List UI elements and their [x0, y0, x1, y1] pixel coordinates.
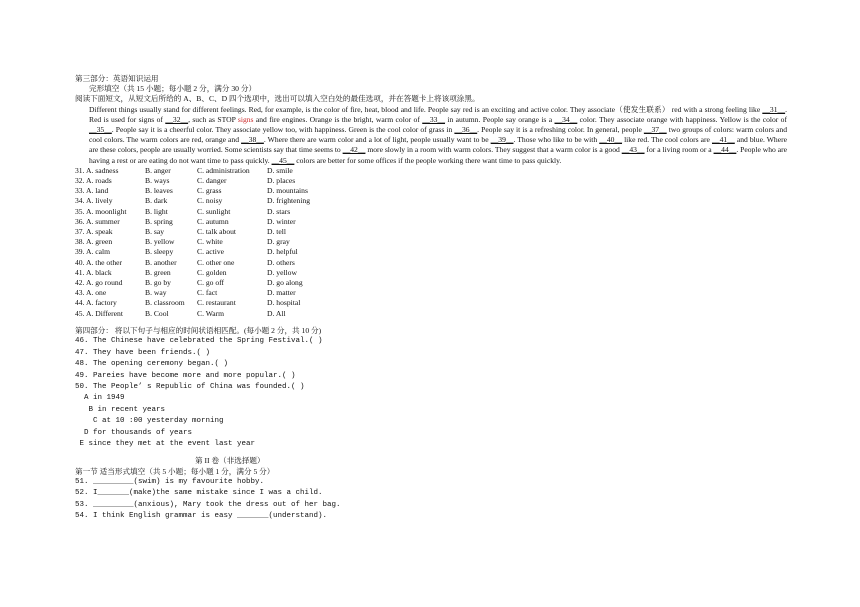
option-cell: B. another — [145, 257, 177, 267]
option-cell: 39. A. calm — [75, 247, 111, 257]
option-row — [75, 288, 357, 298]
passage-text: . Those who like to be with — [513, 135, 600, 145]
option-cell: B. green — [145, 267, 171, 277]
option-cell: 43. A. one — [75, 288, 107, 298]
option-cell: 40. A. the other — [75, 257, 123, 267]
fill-in-item: 51. _________(swim) is my favourite hobby. — [75, 477, 265, 486]
option-cell: D. gray — [267, 237, 290, 247]
part4-section — [75, 325, 787, 450]
option-cell: B. classroom — [145, 298, 185, 308]
option-row — [75, 196, 357, 206]
cloze-blank: __42__ — [342, 145, 366, 155]
cloze-blank: __41__ — [712, 135, 735, 145]
cloze-blank: __31__ — [762, 104, 786, 114]
option-cell: D. matter — [267, 288, 296, 298]
matching-choice: A in 1949 — [75, 394, 125, 403]
option-cell: 35. A. moonlight — [75, 206, 127, 216]
option-cell: C. grass — [197, 186, 222, 196]
option-row — [75, 309, 357, 319]
option-cell: B. yellow — [145, 237, 175, 247]
option-cell: B. sleepy — [145, 247, 174, 257]
option-row — [75, 217, 357, 227]
option-row — [75, 186, 357, 196]
option-row — [75, 268, 357, 278]
passage-text: . Red is used for signs of — [89, 104, 787, 124]
cloze-passage — [75, 105, 787, 166]
option-cell: D. hospital — [267, 298, 301, 308]
option-cell: D. helpful — [267, 247, 298, 257]
matching-sentence: 49. Pareies have become more and more popular.( ) — [75, 371, 296, 380]
option-cell: C. autumn — [197, 216, 229, 226]
option-cell: D. go along — [267, 278, 303, 288]
option-row — [75, 298, 357, 308]
highlighted-word: signs — [237, 114, 254, 124]
option-cell: D. mountains — [267, 186, 308, 196]
option-cell: 37. A. speak — [75, 227, 113, 237]
option-cell: C. sunlight — [197, 206, 231, 216]
option-cell: 42. A. go round — [75, 278, 123, 288]
passage-text: like red. The cool colors are — [622, 135, 712, 145]
volume2-section1: 第一节 适当形式填空（共 5 小题；每小题 1 分，满分 5 分） — [75, 466, 275, 476]
option-row — [75, 207, 357, 217]
option-cell: C. Warm — [197, 308, 225, 318]
cloze-blank: __36__ — [454, 125, 478, 135]
option-row — [75, 258, 357, 268]
passage-text: . People say it is a refreshing color. In general, people — [477, 125, 644, 135]
option-cell: 45. A. Different — [75, 308, 123, 318]
cloze-blank: __39__ — [490, 135, 514, 145]
option-cell: 44. A. factory — [75, 298, 117, 308]
option-cell: B. light — [145, 206, 168, 216]
option-cell: C. go off — [197, 278, 225, 288]
option-cell: 41. A. black — [75, 267, 112, 277]
option-cell: D. stars — [267, 206, 291, 216]
cloze-blank: __34__ — [554, 114, 578, 124]
volume2-title: 第 II 卷（非选择题） — [195, 456, 265, 466]
option-cell: B. anger — [145, 165, 171, 175]
option-cell: D. tell — [267, 227, 286, 237]
option-cell: D. All — [267, 308, 286, 318]
matching-sentence: 50. The People’ s Republic of China was founded.( ) — [75, 382, 305, 391]
matching-sentence: 46. The Chinese have celebrated the Spring Festival.( ) — [75, 337, 323, 346]
option-cell: C. white — [197, 237, 223, 247]
matching-choice: E since they met at the event last year — [75, 439, 256, 448]
cloze-blank: __38__ — [241, 135, 264, 145]
option-cell: B. Cool — [145, 308, 169, 318]
option-cell: D. frightening — [267, 196, 311, 206]
passage-text: color. They associate orange with happiness. Yellow is the color of — [577, 114, 788, 124]
part4-heading: 第四部分： 将以下句子与相应的时间状语相匹配。(每小题 2 分，共 10 分) — [75, 325, 322, 335]
option-cell: 34. A. lively — [75, 196, 113, 206]
option-cell: 31. A. sadness — [75, 165, 119, 175]
cloze-blank: __43__ — [621, 145, 645, 155]
passage-text: and blue. Where are these colors, people are usually worried. Some scientists say that time seems to — [89, 135, 787, 155]
option-cell: B. go by — [145, 278, 171, 288]
option-row — [75, 227, 357, 237]
option-row — [75, 237, 357, 247]
option-cell: C. noisy — [197, 196, 223, 206]
exam-page — [75, 74, 787, 522]
passage-text: in autumn. People say orange is a — [445, 114, 555, 124]
part3-heading: 第三部分：英语知识运用 — [75, 74, 159, 83]
option-cell: 33. A. land — [75, 186, 109, 196]
option-cell: D. yellow — [267, 267, 297, 277]
matching-choice: B in recent years — [75, 405, 166, 414]
passage-text: . Where there are warm color and a lot of light, people usually want to be — [263, 135, 491, 145]
passage-text: colors are better for some offices if the people working there want time to pass quickly. — [294, 155, 562, 165]
option-row — [75, 176, 357, 186]
matching-choices — [75, 393, 787, 450]
option-cell: C. danger — [197, 176, 227, 186]
option-cell: D. smile — [267, 165, 293, 175]
passage-text: , such as STOP — [188, 114, 238, 124]
matching-sentences — [75, 336, 787, 393]
option-cell: C. talk about — [197, 227, 237, 237]
option-row — [75, 278, 357, 288]
option-cell: C. active — [197, 247, 224, 257]
option-cell: C. restaurant — [197, 298, 236, 308]
cloze-blank: __40__ — [599, 135, 623, 145]
option-cell: D. others — [267, 257, 295, 267]
cloze-blank: __44__ — [713, 145, 737, 155]
matching-choice: C at 10 :00 yesterday morning — [75, 417, 224, 426]
option-cell: 38. A. green — [75, 237, 113, 247]
option-cell: B. way — [145, 288, 167, 298]
passage-text: . People who are having a rest or are eating do not want time to pass quickly. — [89, 145, 787, 165]
fill-in-item: 53. _________(anxious), Mary took the dress out of her bag. — [75, 500, 341, 509]
fill-in-item: 54. I think English grammar is easy _______(understand). — [75, 511, 328, 520]
matching-choice: D for thousands of years — [75, 428, 193, 437]
option-cell: C. fact — [197, 288, 218, 298]
option-cell: C. administration — [197, 165, 250, 175]
passage-text: . People say it is a cheerful color. They associate yellow too, with happiness. Green is the cool color of grass in — [111, 125, 455, 135]
matching-sentence: 48. The opening ceremony began.( ) — [75, 360, 229, 369]
option-cell: B. dark — [145, 196, 168, 206]
option-row — [75, 247, 357, 257]
cloze-blank: __32__ — [165, 114, 189, 124]
passage-text: and fire engines. Orange is the bright, warm color of — [253, 114, 423, 124]
option-row — [75, 166, 357, 176]
option-cell: B. spring — [145, 216, 173, 226]
fill-in-items — [75, 477, 787, 523]
part3-instruction: 阅读下面短文，从短文后所给的 A、B、C、D 四个选项中，选出可以填入空白处的最佳选项，并在答题卡上将该项涂黑。 — [75, 94, 480, 104]
cloze-blank: __45__ — [271, 155, 295, 165]
passage-text: more slowly in a room with warm colors. They suggest that a warm color is a good — [365, 145, 622, 155]
option-cell: B. leaves — [145, 186, 173, 196]
option-cell: D. places — [267, 176, 296, 186]
cloze-blank: __33__ — [422, 114, 446, 124]
option-cell: 32. A. roads — [75, 176, 112, 186]
part3-subheading: 完形填空（共 15 小题；每小题 2 分，满分 30 分） — [89, 84, 257, 94]
matching-sentence: 47. They have been friends.( ) — [75, 348, 211, 357]
option-cell: 36. A. summer — [75, 216, 120, 226]
passage-text: Different things usually stand for different feelings. Red, for example, is the color of fire, heat, blood and life. People say red is an exciting and active color. They associate（使发生联系） red with a strong feeling like — [89, 104, 763, 114]
option-cell: C. other one — [197, 257, 235, 267]
option-cell: B. ways — [145, 176, 170, 186]
fill-in-item: 52. I_______(make)the same mistake since I was a child. — [75, 489, 323, 498]
cloze-blank: __35__ — [89, 125, 112, 135]
option-cell: B. say — [145, 227, 164, 237]
cloze-blank: __37__ — [643, 125, 667, 135]
cloze-options-table — [75, 166, 357, 319]
option-cell: C. golden — [197, 267, 227, 277]
option-cell: D. winter — [267, 216, 296, 226]
passage-text: for a living room or a — [644, 145, 714, 155]
passage-text: two groups of colors: warm colors and cool colors. The warm colors are red, orange and — [89, 125, 787, 145]
